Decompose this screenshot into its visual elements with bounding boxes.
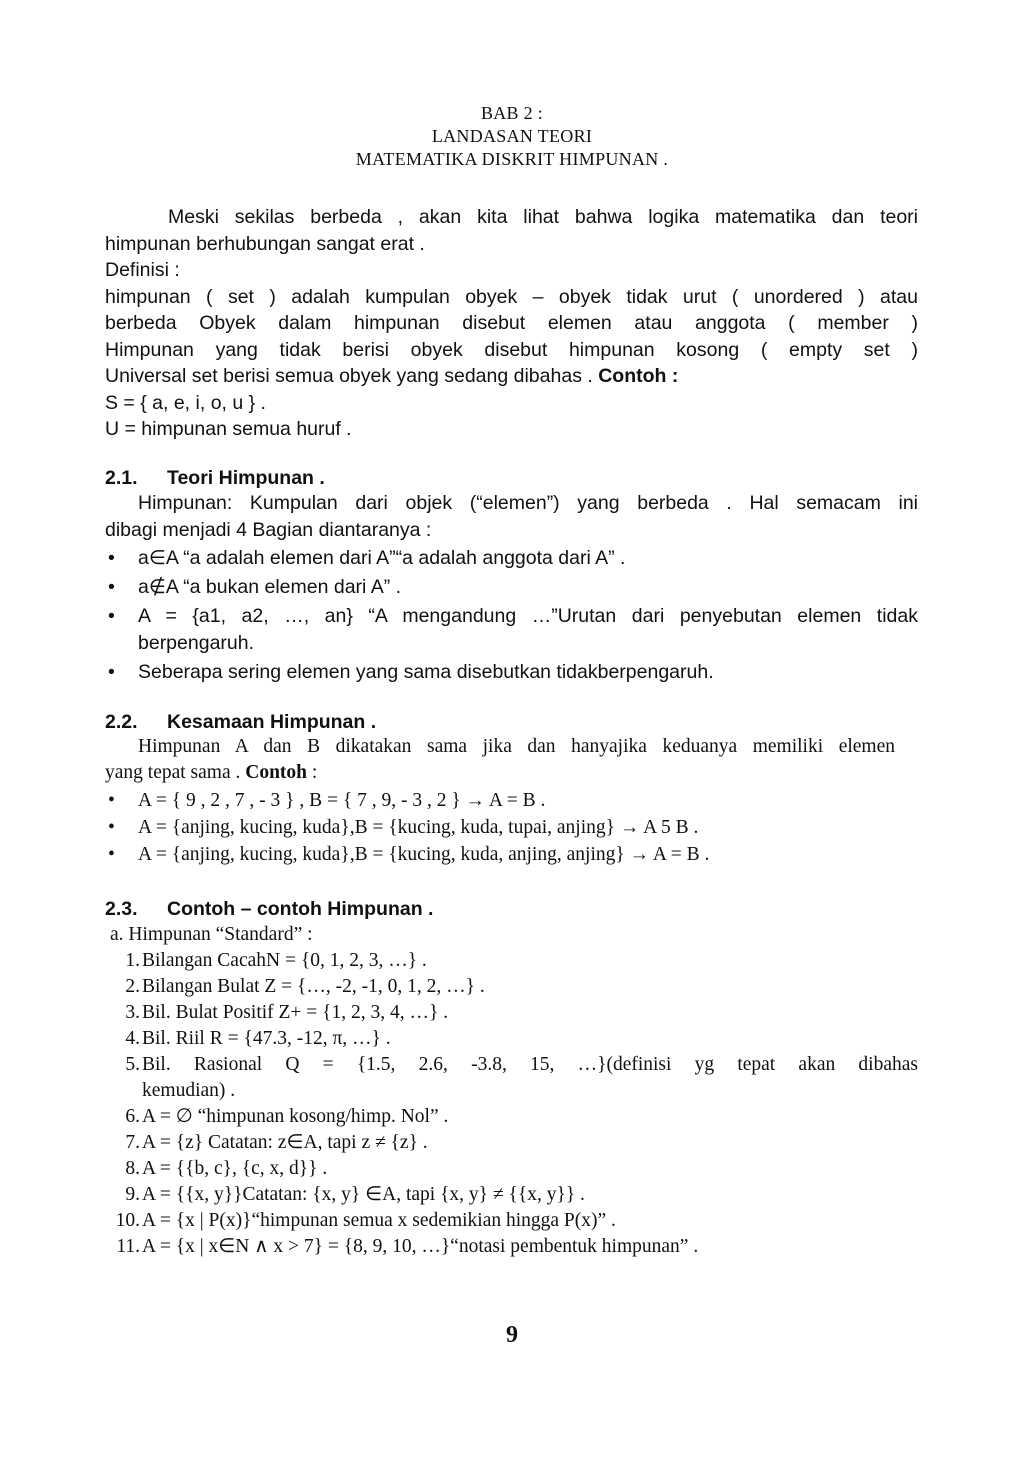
intro-paragraph-line: Meski sekilas berbeda , akan kita lihat bahwa logika matematika dan teori [168,206,918,228]
section-heading-2-2: 2.2. Kesamaan Himpunan . [105,711,377,733]
list-item: • A = { 9 , 2 , 7 , - 3 } , B = { 7 , 9, - 3 , 2 } → A = B . [105,788,895,814]
paragraph-line: yang tepat sama . Contoh : [105,762,318,783]
numbered-list [110,948,918,1260]
list-item: 3. Bil. Bulat Positif Z+ = {1, 2, 3, 4, …} . [125,1002,449,1023]
paragraph-line: Himpunan: Kumpulan dari objek (“elemen”) yang berbeda . Hal semacam ini [138,492,918,514]
list-item: • Seberapa sering elemen yang sama disebutkan tidakberpengaruh. [105,659,918,686]
chapter-number: BAB 2 : [480,103,544,123]
contoh-label: Contoh : [598,365,679,387]
example-set-u: U = himpunan semua huruf . [105,418,352,440]
definition-line: Himpunan yang tidak berisi obyek disebut himpunan kosong ( empty set ) [105,338,918,361]
section-heading-2-1: 2.1. Teori Himpunan . [105,467,325,489]
list-item: • a∉A “a bukan elemen dari A” . [105,574,918,601]
definition-label: Definisi : [105,259,180,281]
section-2-2-body [105,734,895,868]
bullet-list [105,788,895,868]
list-item: 4. Bil. Riil R = {47.3, -12, π, …} . [125,1028,391,1049]
section-heading-2-3: 2.3. Contoh – contoh Himpunan . [105,898,434,920]
intro-paragraph-line: himpunan berhubungan sangat erat . [105,232,425,255]
definition-line: berbeda Obyek dalam himpunan disebut elemen atau anggota ( member ) [105,312,918,334]
contoh-label: Contoh [245,762,308,783]
list-item: 6. A = ∅ “himpunan kosong/himp. Nol” . [125,1106,449,1127]
paragraph-line: Himpunan A dan B dikatakan sama jika dan hanyajika keduanya memiliki elemen [138,736,895,757]
definition-line: himpunan ( set ) adalah kumpulan obyek – obyek tidak urut ( unordered ) atau [105,285,918,308]
list-item: 10. A = {x | P(x)}“himpunan semua x sedemikian hingga P(x)” . [115,1210,616,1231]
list-item: 1. Bilangan CacahN = {0, 1, 2, 3, …} . [125,950,427,971]
subsection-label: a. Himpunan “Standard” : [110,924,313,945]
list-item: • A = {anjing, kucing, kuda},B = {kucing, kuda, tupai, anjing} → A 5 B . [105,815,895,841]
definition-line: Universal set berisi semua obyek yang sedang dibahas . Contoh : [105,365,679,387]
section-2-1-body [105,490,918,686]
list-item: 7. A = {z} Catatan: z∈A, tapi z ≠ {z} . [125,1132,428,1153]
intro-section [105,204,918,443]
list-item: • a∈A “a adalah elemen dari A”“a adalah anggota dari A” . [105,545,918,572]
list-item: 11. A = {x | x∈N ∧ x > 7} = {8, 9, 10, …}“notasi pembentuk himpunan” . [116,1236,699,1257]
page-number: 9 [506,1322,518,1348]
bullet-list [105,545,918,686]
chapter-title: LANDASAN TEORI [431,126,593,146]
list-item: 2. Bilangan Bulat Z = {…, -2, -1, 0, 1, 2, …} . [125,976,485,997]
list-item: • A = {anjing, kucing, kuda},B = {kucing, kuda, anjing, anjing} → A = B . [105,842,895,868]
chapter-header [0,102,1024,171]
chapter-subtitle: MATEMATIKA DISKRIT HIMPUNAN . [355,149,669,169]
paragraph-line: dibagi menjadi 4 Bagian diantaranya : [105,518,432,541]
example-set-s: S = { a, e, i, o, u } . [105,391,266,414]
section-2-3-body [110,922,918,1260]
list-item: 8. A = {{b, c}, {c, x, d}} . [125,1158,328,1179]
list-item: 5. Bil. Rasional Q = {1.5, 2.6, -3.8, 15, …}(definisi yg tepat akan dibahas kemudian) . [125,1054,918,1101]
list-item: • A = {a1, a2, …, an} “A mengandung …”Urutan dari penyebutan elemen tidak berpengaruh. [105,603,918,656]
list-item: 9. A = {{x, y}}Catatan: {x, y} ∈A, tapi {x, y} ≠ {{x, y}} . [125,1184,585,1205]
